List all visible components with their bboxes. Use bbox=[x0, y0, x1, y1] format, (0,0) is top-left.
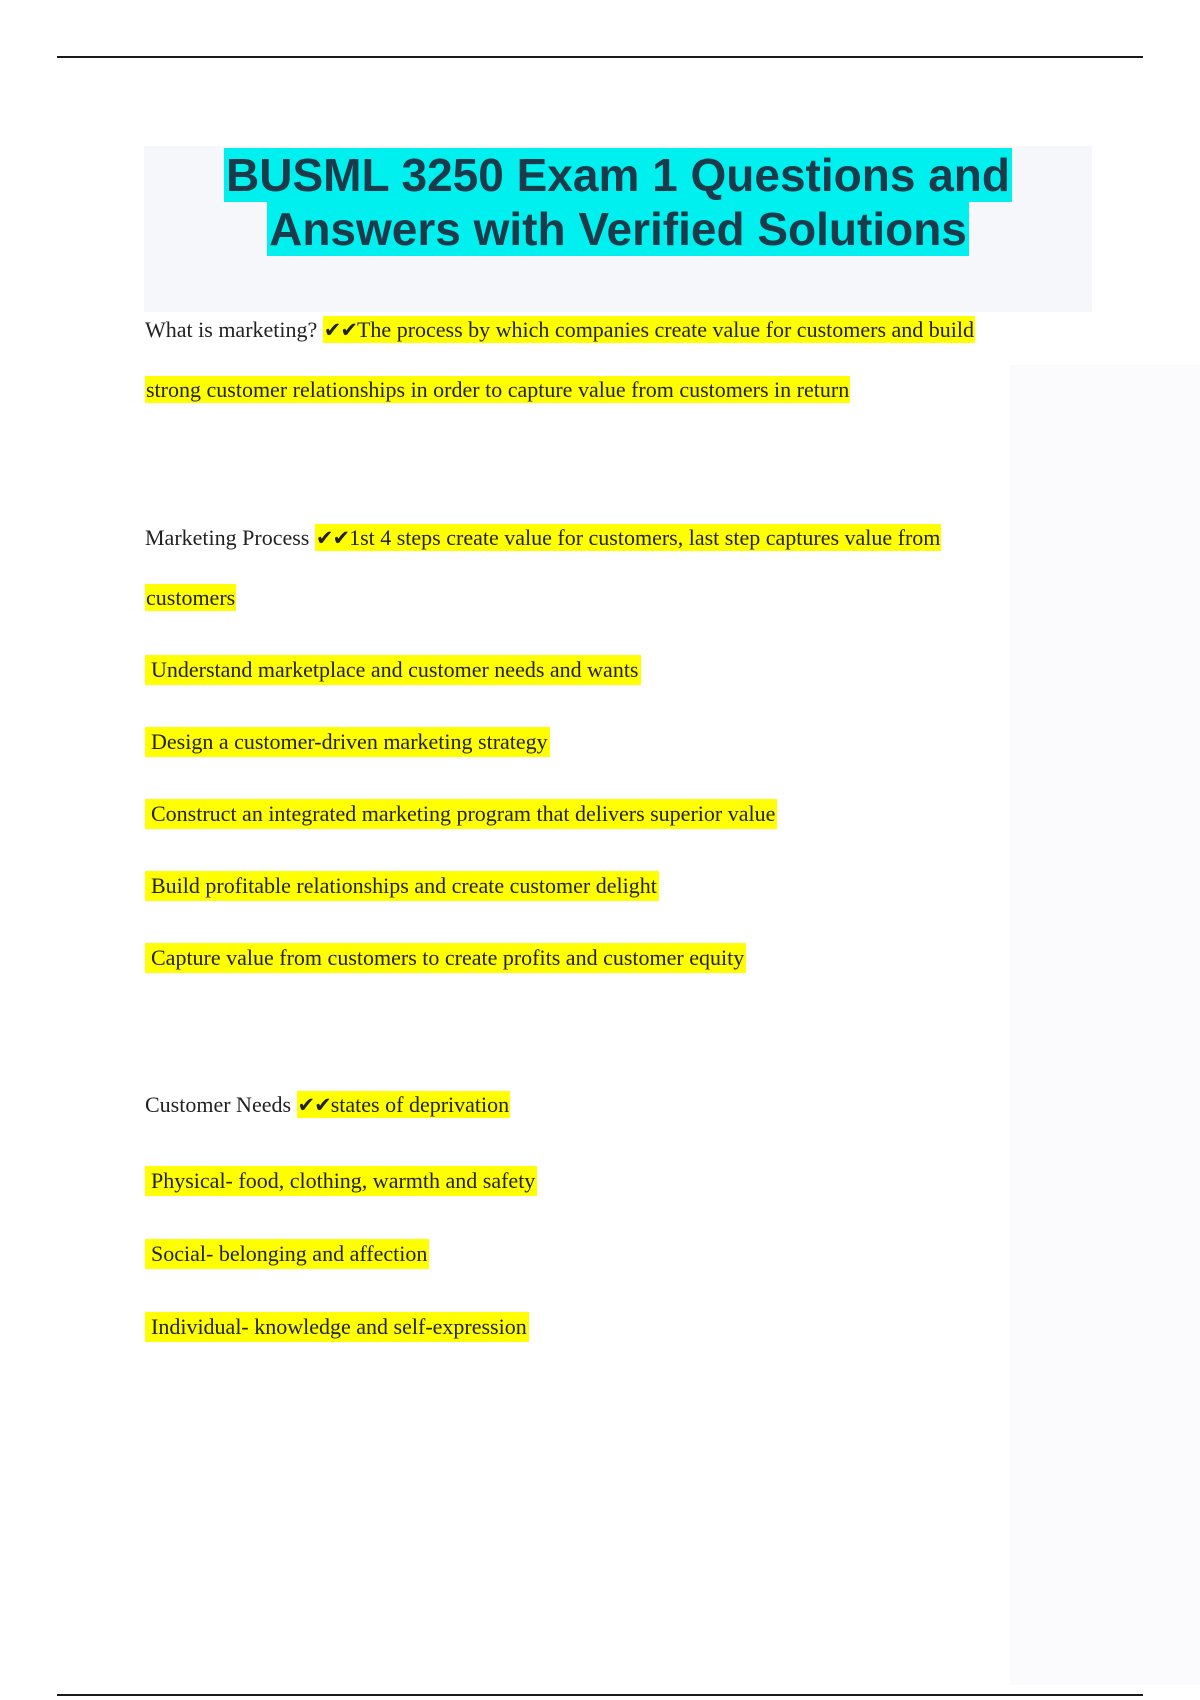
header-rule bbox=[57, 56, 1143, 58]
process-step: Capture value from customers to create profits and customer equity bbox=[145, 943, 746, 973]
answer-text: 1st 4 steps create value for customers, last step captures value from bbox=[349, 525, 941, 550]
qa-what-is-marketing-cont bbox=[145, 375, 850, 405]
question-text: Marketing Process bbox=[145, 525, 310, 550]
document-title-line-1: BUSML 3250 Exam 1 Questions and bbox=[226, 149, 1010, 201]
qa-marketing-process-cont bbox=[145, 583, 236, 613]
check-mark-icon: ✔✔ bbox=[315, 526, 350, 550]
question-text: Customer Needs bbox=[145, 1092, 292, 1117]
question-text: What is marketing? bbox=[145, 317, 318, 342]
process-step: Understand marketplace and customer needs and wants bbox=[145, 655, 641, 685]
process-step: Construct an integrated marketing program that delivers superior value bbox=[145, 799, 777, 829]
answer-text: strong customer relationships in order to capture value from customers in return bbox=[146, 377, 850, 402]
need-item: Physical- food, clothing, warmth and safety bbox=[145, 1166, 537, 1196]
check-mark-icon: ✔✔ bbox=[297, 1093, 331, 1117]
page-shade bbox=[1010, 365, 1200, 1685]
process-step: Design a customer-driven marketing strategy bbox=[145, 727, 550, 757]
need-item: Social- belonging and affection bbox=[145, 1239, 429, 1269]
document-title-line-2: Answers with Verified Solutions bbox=[269, 203, 967, 255]
process-step: Build profitable relationships and create customer delight bbox=[145, 871, 659, 901]
need-item: Individual- knowledge and self-expression bbox=[145, 1312, 529, 1342]
answer-text: customers bbox=[146, 585, 236, 610]
qa-customer-needs bbox=[145, 1090, 510, 1120]
footer-rule bbox=[57, 1694, 1143, 1696]
qa-what-is-marketing bbox=[145, 315, 975, 345]
answer-text: The process by which companies create value for customers and build bbox=[356, 317, 974, 342]
title-banner bbox=[144, 146, 1092, 312]
answer-text: states of deprivation bbox=[330, 1092, 510, 1117]
check-mark-icon: ✔✔ bbox=[323, 318, 357, 342]
qa-marketing-process bbox=[145, 523, 941, 553]
